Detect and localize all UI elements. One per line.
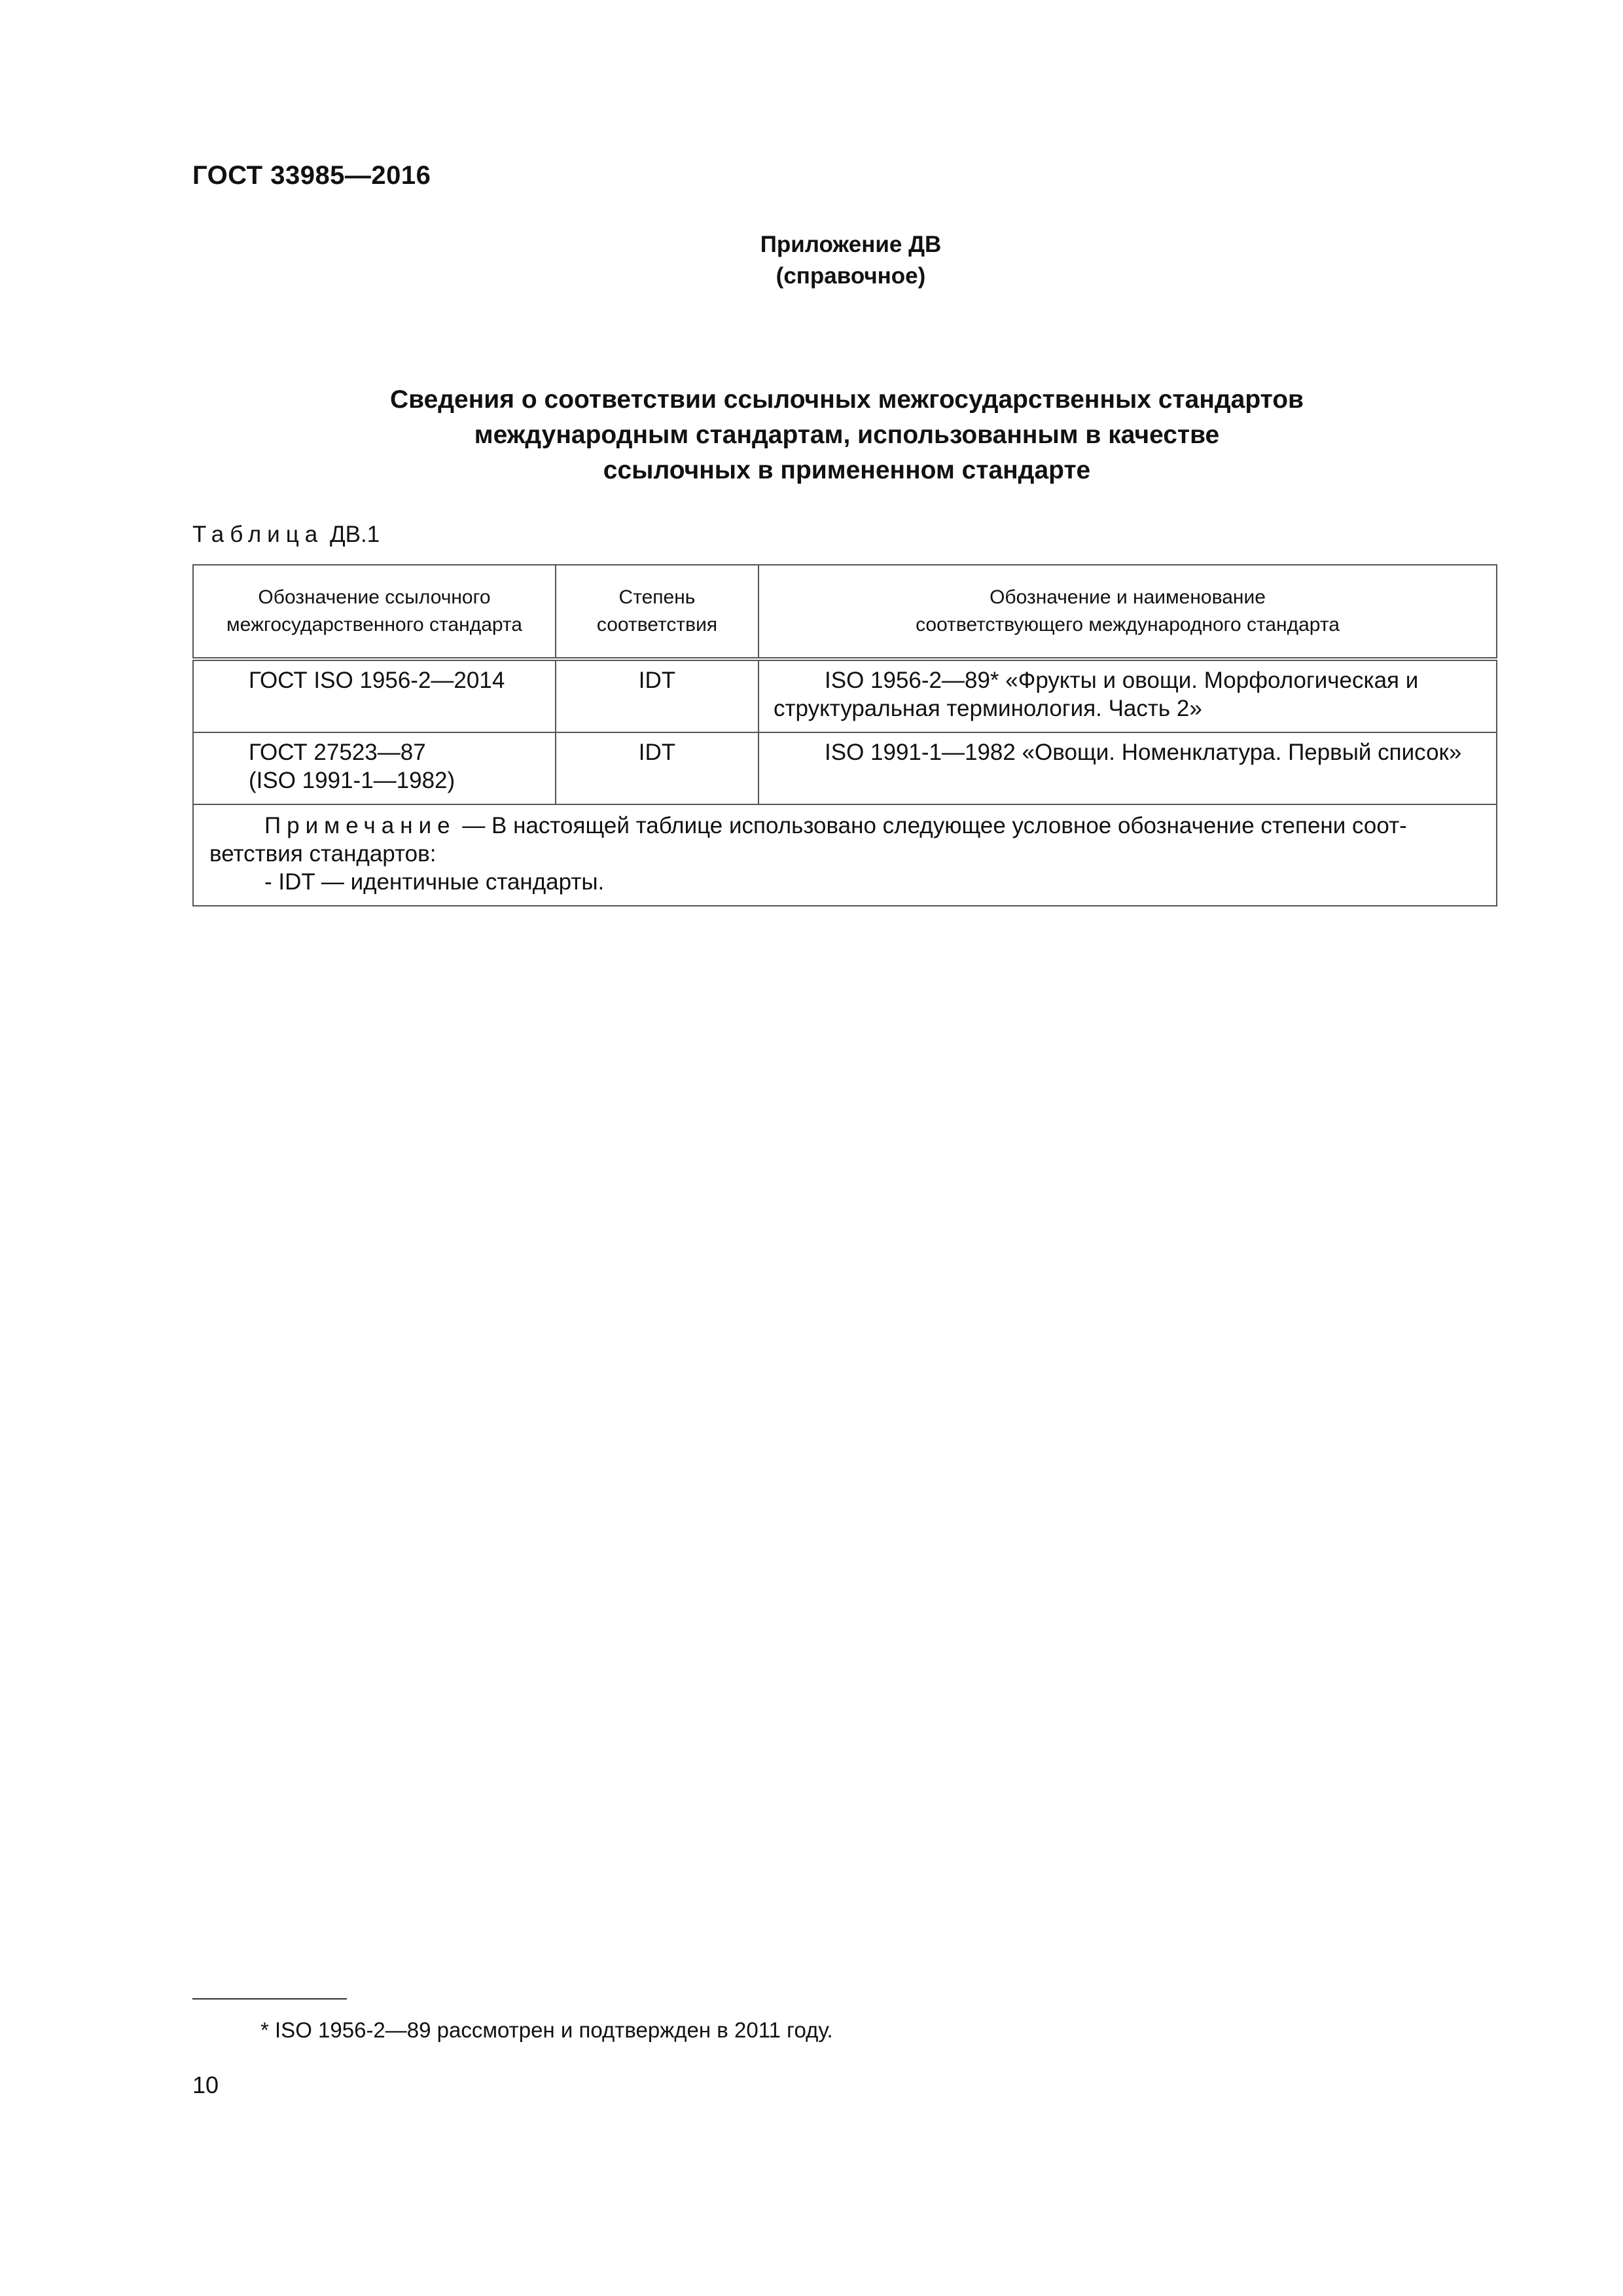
cell-degree: IDT <box>556 659 758 732</box>
cell-interstate-standard <box>193 659 556 732</box>
cell-international-standard-line-1: ISO 1956-2—89* «Фрукты и овощи. Морфологическая и <box>825 668 1419 693</box>
cell-international-standard-line-1: ISO 1991-1—1982 «Овощи. Номенклатура. Первый список» <box>825 740 1462 765</box>
table-note-line-1 <box>209 812 1480 840</box>
table-note-row <box>193 804 1497 906</box>
section-title <box>192 382 1501 488</box>
table-header-row <box>193 565 1497 659</box>
document-id: ГОСТ 33985—2016 <box>192 161 431 190</box>
section-title-line-1: Сведения о соответствии ссылочных межгосударственных стандартов <box>389 386 1304 414</box>
footnote-divider <box>192 1998 347 2000</box>
table-row <box>193 659 1497 732</box>
table-note-line-2: ветствия стандартов: <box>209 841 437 867</box>
table-label-word: Таблица <box>192 522 324 547</box>
table-label-number: ДВ.1 <box>329 522 380 547</box>
appendix-heading <box>589 229 1113 292</box>
section-title-line-3: ссылочных в примененном стандарте <box>603 456 1091 484</box>
page-number: 10 <box>192 2072 219 2098</box>
table-note-label: Примечание <box>264 813 456 838</box>
header-interstate-standard <box>193 565 556 659</box>
header-international-standard <box>758 565 1497 659</box>
cell-interstate-standard-line-1: ГОСТ 27523—87 <box>249 740 426 765</box>
header-interstate-standard-line-1: Обозначение ссылочного <box>258 586 491 608</box>
appendix-title: Приложение ДВ <box>760 232 942 257</box>
header-degree <box>556 565 758 659</box>
header-international-standard-line-2: соответствующего международного стандарта <box>916 614 1340 636</box>
cell-international-standard-line-2: структуральная терминология. Часть 2» <box>774 696 1202 721</box>
cell-interstate-standard-line-2: (ISO 1991-1—1982) <box>249 768 455 793</box>
appendix-subtitle: (справочное) <box>776 263 926 289</box>
standards-correspondence-table <box>192 564 1497 906</box>
header-degree-line-2: соответствия <box>596 614 718 636</box>
cell-degree: IDT <box>556 732 758 804</box>
cell-international-standard <box>758 732 1497 804</box>
cell-interstate-standard <box>193 732 556 804</box>
table-note-item: - IDT — идентичные стандарты. <box>264 869 605 895</box>
table-label <box>192 522 380 548</box>
footnote: * ISO 1956-2—89 рассмотрен и подтвержден в 2011 году. <box>260 2018 833 2042</box>
section-title-line-2: международным стандартам, использованным в качестве <box>474 421 1220 449</box>
header-international-standard-line-1: Обозначение и наименование <box>990 586 1266 608</box>
table-note <box>193 804 1497 906</box>
header-interstate-standard-line-2: межгосударственного стандарта <box>226 614 522 636</box>
header-degree-line-1: Степень <box>618 586 696 608</box>
cell-interstate-standard-line-1: ГОСТ ISO 1956-2—2014 <box>249 668 505 693</box>
table-row <box>193 732 1497 804</box>
table-note-text-1: — В настоящей таблице использовано следующее условное обозначение степени соот- <box>455 813 1407 838</box>
cell-international-standard <box>758 659 1497 732</box>
